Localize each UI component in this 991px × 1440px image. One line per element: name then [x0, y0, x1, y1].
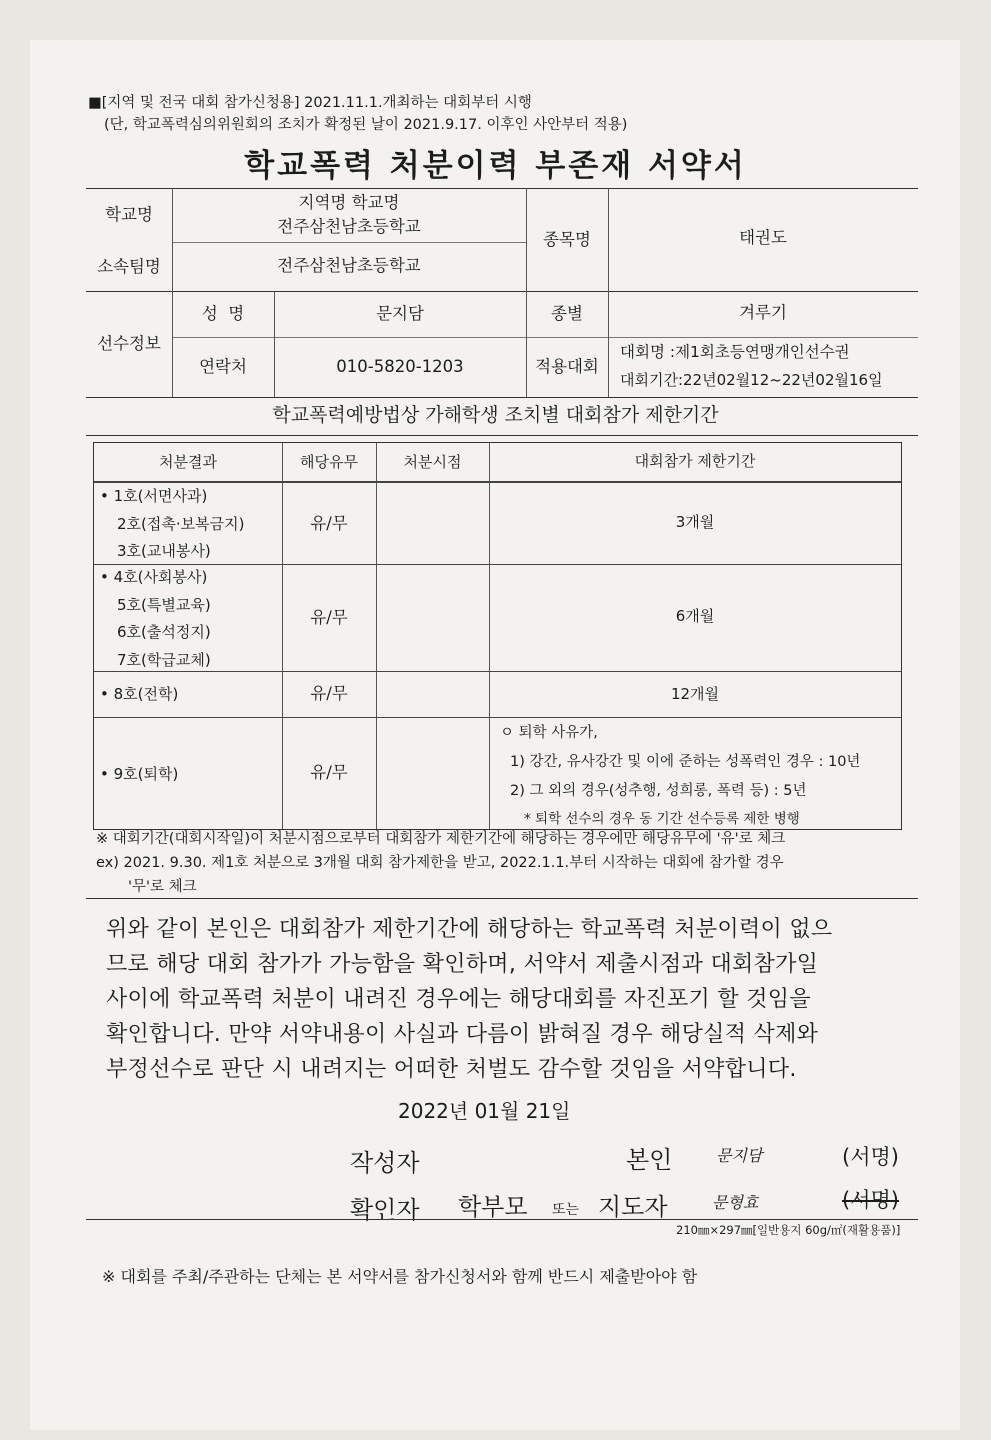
row4-period-line-3: 2) 그 외의 경우(성추행, 성희롱, 폭력 등) : 5년	[510, 783, 807, 799]
competition-label: 적용대회	[535, 357, 599, 376]
pledge-line-3: 사이에 학교폭력 처분이 내려진 경우에는 해당대회를 자진포기 할 것임을	[106, 987, 811, 1012]
document-title: 학교폭력 처분이력 부존재 서약서	[244, 148, 747, 184]
player-info-label: 선수정보	[97, 334, 161, 353]
row1-period: 3개월	[675, 513, 715, 531]
sanction-table	[93, 442, 902, 830]
row1-check: 유/무	[310, 513, 348, 533]
paper-spec: 210㎜×297㎜[일반용지 60g/㎡(재활용품)]	[676, 1223, 901, 1237]
row2-item-4: 7호(학급교체)	[117, 650, 211, 669]
notice	[88, 92, 627, 136]
row1-item-3: 3호(교내봉사)	[117, 542, 211, 560]
row1-item-1: • 1호(서면사과)	[100, 487, 208, 505]
row1-results	[100, 483, 244, 566]
self-signature: 문지담	[716, 1146, 763, 1165]
name-value: 문지담	[376, 304, 424, 323]
event-label: 종목명	[543, 229, 591, 249]
school-value: 전주삼천남초등학교	[277, 217, 421, 236]
footnote-3: '무'로 체크	[128, 879, 197, 895]
row2-results	[100, 564, 211, 674]
school-label: 학교명	[105, 205, 153, 224]
writer-label: 작성자	[350, 1149, 420, 1177]
confirmer-label: 확인자	[350, 1196, 420, 1224]
row1-item-2: 2호(접촉·보복금지)	[117, 514, 245, 533]
event-value: 태권도	[739, 228, 787, 247]
bottom-note: ※ 대회를 주최/주관하는 단체는 본 서약서를 참가신청서와 함께 반드시 제출받아야 함	[102, 1267, 698, 1286]
coach-label: 지도자	[598, 1193, 668, 1221]
row3-item-1: • 8호(전학)	[100, 685, 179, 703]
footnote-1: ※ 대회기간(대회시작일)이 처분시점으로부터 대회참가 제한기간에 해당하는 경우에만 해당유무에 '유'로 체크	[96, 831, 786, 847]
parent-label: 학부모	[458, 1193, 528, 1221]
pledge-line-5: 부정선수로 판단 시 내려지는 어떠한 처벌도 감수할 것임을 서약합니다.	[106, 1057, 797, 1082]
competition-period: 대회기간:22년02월12~22년02월16일	[620, 370, 883, 389]
row2-period: 6개월	[675, 607, 715, 625]
self-label: 본인	[626, 1146, 673, 1174]
row4-period-line-2: 1) 강간, 유사강간 및 이에 준하는 성폭력인 경우 : 10년	[510, 754, 861, 770]
row4-period-line-1: ㅇ 퇴학 사유가,	[500, 725, 598, 741]
pledge-line-4: 확인합니다. 만약 서약내용이 사실과 다름이 밝혀질 경우 해당실적 삭제와	[106, 1022, 819, 1047]
region-school-header: 지역명 학교명	[298, 193, 400, 212]
row4-item-1: • 9호(퇴학)	[100, 765, 179, 783]
name-label: 성 명	[201, 304, 245, 323]
footnote-2: ex) 2021. 9.30. 제1호 처분으로 3개월 대회 참가제한을 받고, 2022.1.1.부터 시작하는 대회에 참가할 경우	[96, 855, 784, 871]
header-applicable: 해당유무	[300, 453, 358, 471]
team-label: 소속팀명	[97, 256, 161, 276]
header-date: 처분시점	[403, 453, 462, 471]
row3-check: 유/무	[310, 684, 348, 703]
row3-results	[100, 681, 178, 709]
pledge-text	[106, 912, 906, 1087]
team-value: 전주삼천남초등학교	[277, 255, 421, 275]
confirmer-signature: 문형효	[712, 1193, 759, 1212]
row3-period: 12개월	[670, 685, 720, 703]
pledge-date: 2022년 01월 21일	[398, 1099, 571, 1123]
contact-value: 010-5820-1203	[336, 357, 464, 376]
category-label: 종별	[551, 304, 583, 323]
row4-period-line-4: * 퇴학 선수의 경우 동 기간 선수등록 제한 병행	[524, 811, 800, 827]
header-result: 처분결과	[159, 453, 217, 471]
competition-name: 대회명 :제1회초등연맹개인선수권	[620, 342, 850, 361]
header-period: 대회참가 제한기간	[634, 452, 756, 470]
notice-line-2: (단, 학교폭력심의위원회의 조치가 확정된 날이 2021.9.17. 이후인 사안부터 적용)	[104, 117, 628, 133]
pledge-line-2: 므로 해당 대회 참가가 가능함을 확인하며, 서약서 제출시점과 대회참가일	[106, 952, 819, 977]
or-label: 또는	[552, 1202, 580, 1218]
row4-period	[500, 719, 860, 832]
row4-results	[100, 761, 178, 789]
row2-item-3: 6호(출석정지)	[117, 623, 211, 641]
notice-line-1: ■[지역 및 전국 대회 참가신청용] 2021.11.1.개최하는 대회부터 시행	[88, 95, 532, 111]
pledge-line-1: 위와 같이 본인은 대회참가 제한기간에 해당하는 학교폭력 처분이력이 없으	[106, 917, 833, 942]
row2-item-2: 5호(특별교육)	[117, 595, 211, 614]
section-title: 학교폭력예방법상 가해학생 조치별 대회참가 제한기간	[272, 404, 719, 426]
row2-check: 유/무	[310, 607, 348, 627]
contact-label: 연락처	[199, 357, 247, 376]
confirmer-seal: (서명)	[842, 1188, 899, 1212]
row4-check: 유/무	[310, 763, 348, 782]
category-value: 겨루기	[739, 303, 787, 322]
row2-item-1: • 4호(사회봉사)	[100, 568, 208, 586]
self-seal: (서명)	[842, 1145, 899, 1169]
